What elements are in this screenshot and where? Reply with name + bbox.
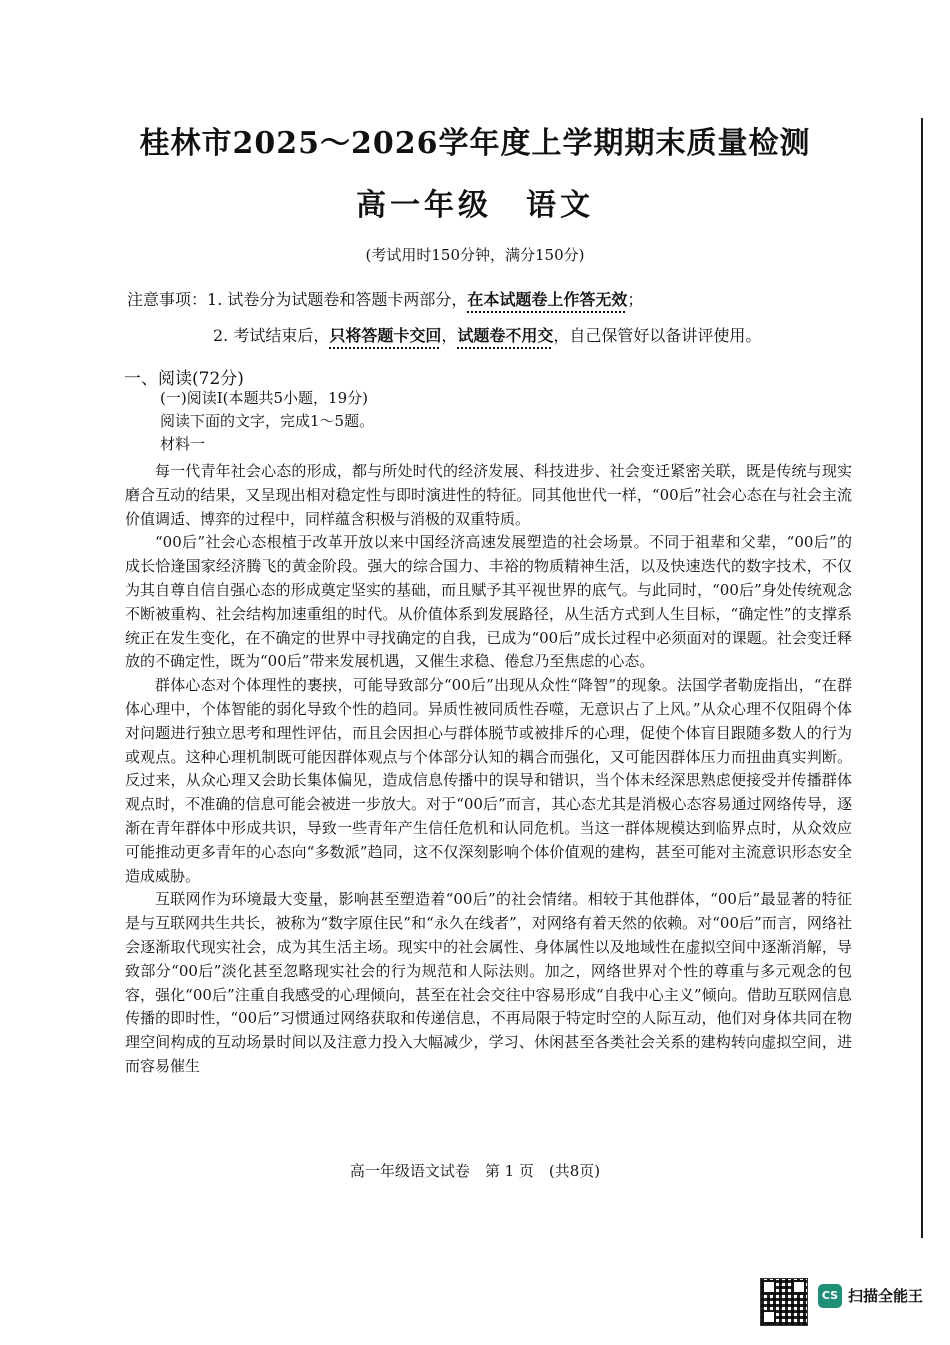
notice-item-2: 2. 考试结束后， xyxy=(213,326,330,345)
notice-punct: ； xyxy=(627,290,644,309)
notice-emphasis: 在本试题卷上作答无效 xyxy=(467,290,628,309)
reading-passage xyxy=(125,460,852,1079)
camscanner-logo-icon: CS xyxy=(818,1284,842,1308)
notice-emphasis: 试题卷不用交 xyxy=(457,326,554,345)
scanner-watermark xyxy=(760,1278,930,1338)
page-footer: 高一年级语文试卷 第 1 页 (共8页) xyxy=(349,1162,601,1180)
exam-subtitle: 高一年级 语文 xyxy=(356,188,594,223)
paragraph: 群体心态对个体理性的裹挟，可能导致部分“00后”出现从众性“降智”的现象。法国学者勒庞指出，“在群体心理中，个体智能的弱化导致个性的趋同。异质性被同质性吞噬，无意识占了上风。”从众心理不仅阻碍个体对问题进行独立思考和理性评估，而且会因担心与群体脱节或被排斥的心理，促使个体盲目跟随多数人的行为或观点。这种心理机制既可能因群体观点与个体部分认知的耦合而强化，又可能因群体压力而扭曲真实判断。反过来，从众心理又会助长集体偏见，造成信息传播中的误导和错识，当个体未经深思熟虑便接受并传播群体观点时，不准确的信息可能会被进一步放大。对于“00后”而言，其心态尤其是消极心态容易通过网络传导，逐渐在青年群体中形成共识，导致一些青年产生信任危机和认同危机。当这一群体规模达到临界点时，从众效应可能推动更多青年的心态向“多数派”趋同，这不仅深刻影响个体价值观的建构，甚至可能对主流意识形态安全造成威胁。 xyxy=(125,676,852,885)
paragraph: 每一代青年社会心态的形成，都与所处时代的经济发展、科技进步、社会变迁紧密关联，既是传统与现实磨合互动的结果，又呈现出相对稳定性与即时演进性的特征。同其他世代一样，“00后”社会心态在与社会主流价值调适、博弈的过程中，同样蕴含积极与消极的双重特质。 xyxy=(125,462,852,528)
instruction: 阅读下面的文字，完成1～5题。 xyxy=(160,412,375,430)
notice-block xyxy=(127,286,827,358)
section-heading: 一、阅读(72分) xyxy=(124,369,244,389)
notice-emphasis: 只将答题卡交回 xyxy=(329,326,442,345)
exam-time-score: (考试用时150分钟，满分150分) xyxy=(365,246,585,264)
paragraph: “00后”社会心态根植于改革开放以来中国经济高速发展塑造的社会场景。不同于祖辈和父辈，“00后”的成长恰逢国家经济腾飞的黄金阶段。强大的综合国力、丰裕的物质精神生活，以及快速迭代的数字技术，不仅为其自尊自信自强心态的形成奠定坚实的基础，而且赋予其平视世界的底气。与此同时，“00后”身处传统观念不断被重构、社会结构加速重组的时代。从价值体系到发展路径，从生活方式到人生目标，“确定性”的支撑系统正在发生变化，在不确定的世界中寻找确定的自我，已成为“00后”成长过程中必须面对的课题。社会变迁释放的不确定性，既为“00后”带来发展机遇，又催生求稳、倦怠乃至焦虑的心态。 xyxy=(125,533,852,671)
exam-title: 桂林市2025～2026学年度上学期期末质量检测 xyxy=(139,126,811,161)
notice-punct: ， xyxy=(441,326,458,345)
notice-row-1 xyxy=(127,286,827,322)
part-title: (一)阅读Ⅰ(本题共5小题，19分) xyxy=(160,389,368,407)
margin-rule xyxy=(921,118,923,1238)
qr-code-icon xyxy=(760,1278,808,1326)
camscanner-name: 扫描全能王 xyxy=(848,1287,924,1305)
material-label: 材料一 xyxy=(160,435,206,453)
notice-item-1: 1. 试卷分为试题卷和答题卡两部分， xyxy=(207,290,468,309)
notice-item-2-end: ，自己保管好以备讲评使用。 xyxy=(553,326,762,345)
paragraph: 互联网作为环境最大变量，影响甚至塑造着“00后”的社会情绪。相较于其他群体，“00后”最显著的特征是与互联网共生共长，被称为“数字原住民”和“永久在线者”，对网络有着天然的依赖。对“00后”而言，网络社会逐渐取代现实社会，成为其生活主场。现实中的社会属性、身体属性以及地域性在虚拟空间中逐渐消解，导致部分“00后”淡化甚至忽略现实社会的行为规范和人际法则。加之，网络世界对个性的尊重与多元观念的包容，强化“00后”注重自我感受的心理倾向，甚至在社会交往中容易形成“自我中心主义”倾向。借助互联网信息传播的即时性，“00后”习惯通过网络获取和传递信息，不再局限于特定时空的人际互动，他们对身体共同在物理空间构成的互动场景时间以及注意力投入大幅减少，学习、休闲甚至各类社会关系的建构转向虚拟空间，进而容易催生 xyxy=(125,890,852,1075)
notice-label: 注意事项： xyxy=(127,290,208,309)
notice-row-2 xyxy=(127,322,827,358)
